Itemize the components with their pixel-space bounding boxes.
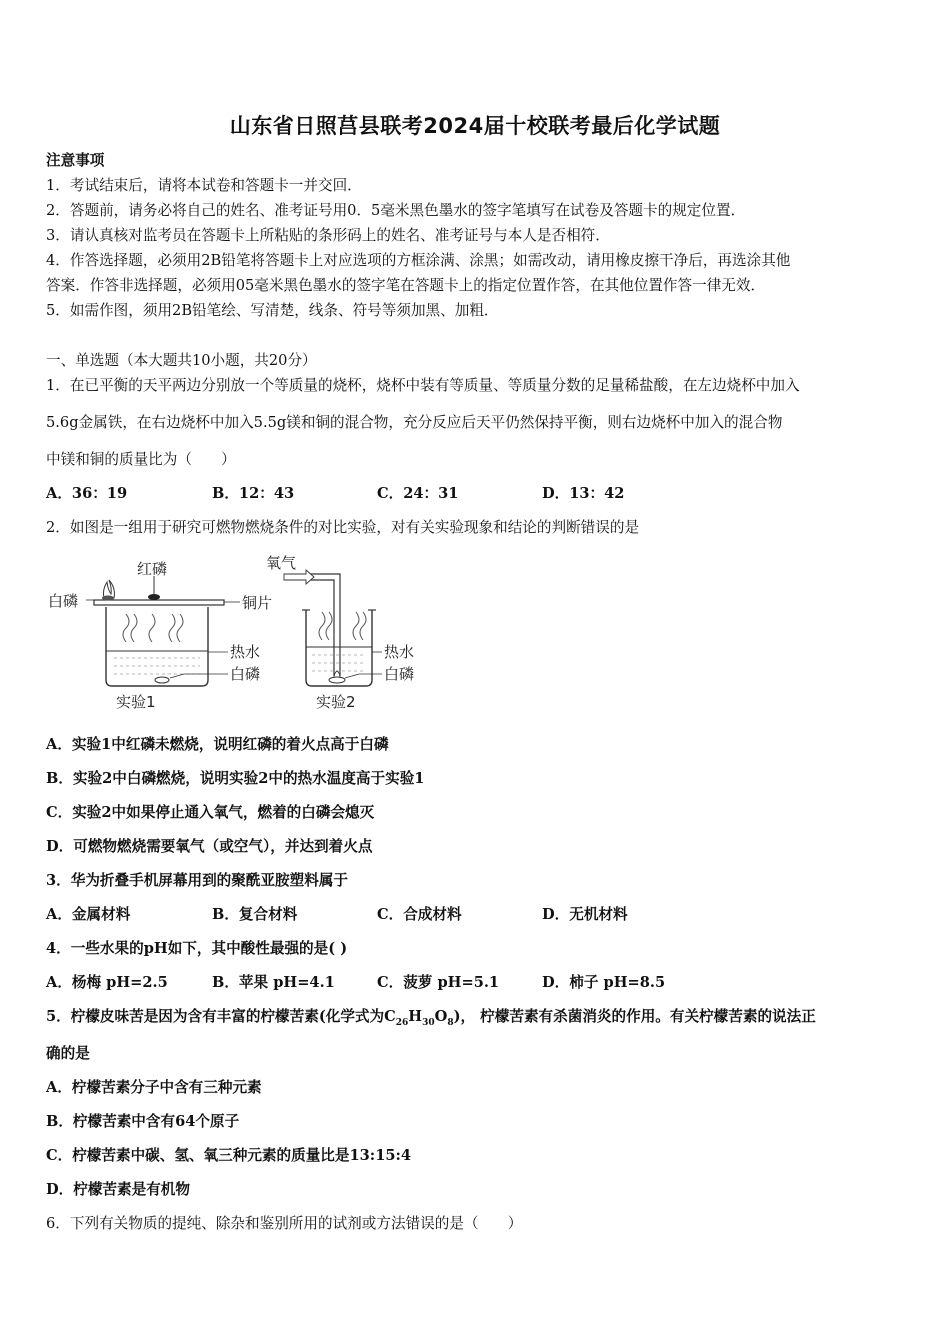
- q5-stem-after: )， 柠檬苦素有杀菌消炎的作用。有关柠檬苦素的说法正: [453, 1008, 816, 1025]
- notes-item: 3．请认真核对监考员在答题卡上所粘贴的条形码上的姓名、准考证号与本人是否相符．: [46, 227, 610, 244]
- q3-option-b: B．复合材料: [212, 906, 298, 923]
- q5-option-b: B．柠檬苦素中含有64个原子: [46, 1113, 240, 1130]
- label-copper-plate: 铜片: [242, 594, 273, 612]
- q1-option-b: B．12：43: [212, 485, 295, 502]
- notes-item: 2．答题前，请务必将自己的姓名、准考证号用0．5毫米黑色墨水的签字笔填写在试卷及答题卡的规定位置．: [46, 202, 746, 219]
- caption-experiment-1: 实验1: [116, 693, 156, 711]
- q4-stem: 4．一些水果的pH如下，其中酸性最强的是( ): [46, 940, 348, 957]
- q1-option-d: D．13：42: [542, 485, 625, 502]
- label-white-phosphorus-bottom-1: 白磷: [230, 665, 261, 683]
- section-heading: 一、单选题（本大题共10小题，共20分）: [46, 352, 317, 369]
- q3-option-d: D．无机材料: [542, 906, 628, 923]
- notes-item: 5．如需作图，须用2B铅笔绘、写清楚，线条、符号等须加黑、加粗．: [46, 302, 499, 319]
- q2-option-c: C．实验2中如果停止通入氧气，燃着的白磷会熄灭: [46, 804, 375, 821]
- experiment-2-apparatus: [266, 554, 414, 711]
- combustion-experiment-figure: [44, 552, 444, 717]
- label-hot-water-2: 热水: [384, 643, 415, 661]
- notes-item: 1．考试结束后，请将本试卷和答题卡一并交回．: [46, 177, 362, 194]
- q3-option-a: A．金属材料: [46, 906, 131, 923]
- label-red-phosphorus: 红磷: [137, 560, 168, 578]
- q5-option-c: C．柠檬苦素中碳、氢、氧三种元素的质量比是13:15:4: [46, 1147, 412, 1164]
- experiment-1-apparatus: [48, 560, 272, 711]
- q3-stem: 3．华为折叠手机屏幕用到的聚酰亚胺塑料属于: [46, 872, 349, 889]
- q2-option-a: A．实验1中红磷未燃烧，说明红磷的着火点高于白磷: [46, 736, 389, 753]
- q5-stem: [46, 1007, 816, 1033]
- q4-option-d: D．柿子 pH=8.5: [542, 974, 666, 991]
- notes-item: 4．作答选择题，必须用2B铅笔将答题卡上对应选项的方框涂满、涂黑；如需改动，请用橡皮擦干净后，再选涂其他: [46, 252, 791, 269]
- q4-option-b: B．苹果 pH=4.1: [212, 974, 335, 991]
- q1-stem-line: 中镁和铜的质量比为（ ）: [46, 451, 236, 468]
- notes-heading: 注意事项: [46, 152, 105, 169]
- q2-option-b: B．实验2中白磷燃烧，说明实验2中的热水温度高于实验1: [46, 770, 425, 787]
- q2-option-d: D．可燃物燃烧需要氧气（或空气），并达到着火点: [46, 838, 373, 855]
- q4-option-c: C．菠萝 pH=5.1: [377, 974, 500, 991]
- q5-stem-before: 5．柠檬皮味苦是因为含有丰富的柠檬苦素(化学式为: [46, 1008, 385, 1025]
- q1-stem-line: 5.6g金属铁，在右边烧杯中加入5.5g镁和铜的混合物，充分反应后天平仍然保持平衡，则右边烧杯中加入的混合物: [46, 414, 783, 431]
- q3-option-c: C．合成材料: [377, 906, 462, 923]
- q1-stem-line: 1．在已平衡的天平两边分别放一个等质量的烧杯，烧杯中装有等质量、等质量分数的足量稀盐酸，在左边烧杯中加入: [46, 377, 800, 394]
- caption-experiment-2: 实验2: [316, 693, 356, 711]
- q5-option-a: A．柠檬苦素分子中含有三种元素: [46, 1079, 262, 1096]
- q1-option-a: A．36：19: [46, 485, 128, 502]
- page-title: 山东省日照莒县联考2024届十校联考最后化学试题: [229, 114, 721, 138]
- chemical-formula: $C_{26}H_{30}O_8$: [384, 1008, 454, 1028]
- q5-option-d: D．柠檬苦素是有机物: [46, 1181, 191, 1198]
- q4-option-a: A．杨梅 pH=2.5: [46, 974, 168, 991]
- label-hot-water-1: 热水: [230, 643, 261, 661]
- label-white-phosphorus-top: 白磷: [48, 592, 79, 610]
- label-oxygen: 氧气: [266, 554, 297, 572]
- q5-stem-line-2: 确的是: [46, 1045, 90, 1062]
- q1-option-c: C．24：31: [377, 485, 459, 502]
- notes-item: 答案．作答非选择题，必须用05毫米黑色墨水的签字笔在答题卡上的指定位置作答，在其他位置作答一律无效．: [46, 277, 766, 294]
- label-white-phosphorus-2: 白磷: [384, 665, 415, 683]
- q6-stem: 6．下列有关物质的提纯、除杂和鉴别所用的试剂或方法错误的是（ ）: [46, 1215, 523, 1232]
- q2-stem: 2．如图是一组用于研究可燃物燃烧条件的对比实验，对有关实验现象和结论的判断错误的是: [46, 519, 640, 536]
